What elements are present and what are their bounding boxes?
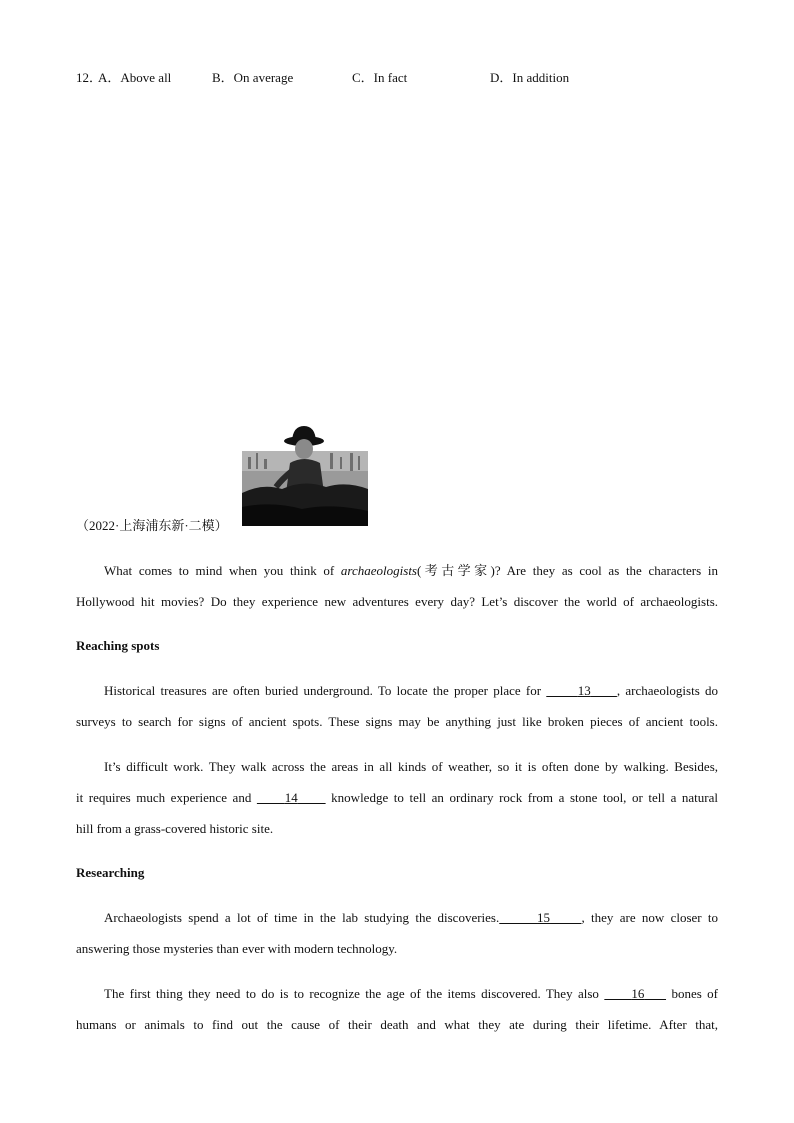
section-heading-reaching-spots: Reaching spots <box>76 638 160 653</box>
intro-line-1: What comes to mind when you think of archaeologists(考古学家)? Are they as cool as the characters in <box>104 563 718 578</box>
blank-16[interactable]: 16 <box>631 986 645 1001</box>
option-d: D．In addition <box>490 70 570 85</box>
question-number: 12． <box>76 70 103 85</box>
blank-15[interactable]: 15 <box>537 910 551 925</box>
intro-paragraph <box>76 555 718 617</box>
researching-paragraph-2: The first thing they need to do is to recognize the age of the items discovered. They also 16 bones of humans or animals to find out the cause of their death and what they ate during their lifetime. After that, <box>76 986 719 1032</box>
intro-line-2: Hollywood hit movies? Do they experience new adventures every day? Let’s discover the world of archaeologists. <box>76 594 718 609</box>
reaching-paragraph-1: Historical treasures are often buried underground. To locate the proper place for 13 , archaeologists do surveys to search for signs of ancient spots. These signs may be anything just like broken pieces of ancient tools. <box>76 683 719 729</box>
archaeologist-photo <box>242 423 368 526</box>
blank-13[interactable]: 13 <box>577 683 591 698</box>
reaching-paragraph-2: It’s difficult work. They walk across the areas in all kinds of weather, so it is often done by walking. Besides, it requires much experience and 14 knowledge to tell an ordinary rock from a stone tool, or tell a natural hill from a grass-covered historic site. <box>76 759 719 836</box>
researching-paragraph-1: Archaeologists spend a lot of time in the lab studying the discoveries. 15 , they are now closer to answering those mysteries than ever with modern technology. <box>76 910 719 956</box>
source-label: （2022·上海浦东新·二模） <box>76 518 228 533</box>
option-b: B．On average <box>212 70 294 85</box>
option-c: C．In fact <box>352 70 408 85</box>
blank-14[interactable]: 14 <box>284 790 298 805</box>
term-archaeologists: archaeologists <box>340 563 417 578</box>
option-a: A．Above all <box>98 70 172 85</box>
section-heading-researching: Researching <box>76 865 145 880</box>
